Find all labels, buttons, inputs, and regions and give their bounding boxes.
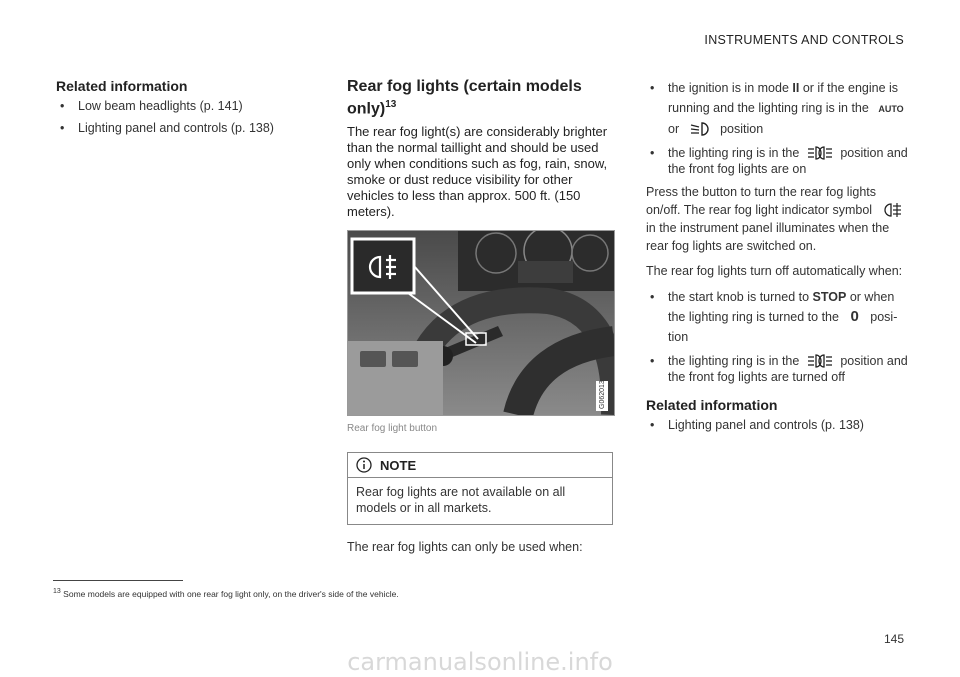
footnote-ref[interactable]: 13 bbox=[385, 99, 397, 110]
front-fog-light-icon bbox=[807, 146, 833, 160]
conditions-intro: The rear fog lights can only be used when: bbox=[347, 540, 583, 555]
auto-off-paragraph: The rear fog lights turn off automatically when: bbox=[646, 263, 903, 278]
related-link[interactable]: • Low beam headlights (p. 141) bbox=[60, 99, 243, 113]
related-info-list bbox=[56, 98, 286, 136]
low-beam-icon bbox=[689, 122, 711, 136]
press-paragraph: Press the button to turn the rear fog lights on/off. The rear fog light indicator symbol in the instrument panel illuminates when the rear fog lights are switched on. bbox=[646, 183, 908, 255]
note-text: Rear fog lights are not available on all models or in all markets. bbox=[356, 485, 566, 516]
front-fog-light-icon bbox=[807, 354, 833, 368]
section-title: Rear fog lights (certain models only)$^{13}$ bbox=[347, 78, 582, 118]
left-column bbox=[56, 78, 286, 142]
page-number: 145 bbox=[883, 632, 904, 646]
related-link[interactable]: • Lighting panel and controls (p. 138) bbox=[650, 417, 864, 432]
image-caption: Rear fog light button bbox=[347, 423, 438, 435]
off-condition-item: • the start knob is turned to STOP or when the lighting ring is turned to the 0 posi-tion bbox=[650, 289, 898, 344]
right-column bbox=[646, 78, 908, 439]
rear-fog-light-photo bbox=[347, 230, 615, 416]
watermark: carmanualsonline.info bbox=[347, 648, 613, 676]
section-header: INSTRUMENTS AND CONTROLS bbox=[704, 33, 904, 47]
note-title: NOTE bbox=[380, 457, 417, 473]
rear-fog-indicator-icon bbox=[884, 202, 902, 218]
related-info-heading: Related information bbox=[646, 396, 778, 413]
footnote-divider bbox=[53, 580, 183, 581]
related-info-list bbox=[646, 417, 908, 433]
condition-item: • the ignition is in mode II or if the engine is running and the lighting ring is in the AUTO or position bbox=[650, 81, 904, 136]
off-condition-item: • the lighting ring is in the position and the front fog lights are turned off bbox=[650, 353, 908, 384]
zero-symbol: 0 bbox=[850, 307, 859, 325]
condition-item: • the lighting ring is in the position and the front fog lights are on bbox=[650, 145, 908, 176]
dashboard-illustration bbox=[348, 231, 614, 415]
info-icon bbox=[356, 457, 372, 473]
related-link[interactable]: • Lighting panel and controls (p. 138) bbox=[60, 121, 274, 135]
related-info-heading: Related information bbox=[56, 78, 188, 94]
intro-paragraph: The rear fog light(s) are considerably brighter than the normal taillight and should be used only when conditions such as fog, rain, snow, smoke or dust reduce visibility for other vehicles to less than approx. 500 ft. (150 meters). bbox=[347, 124, 608, 220]
footnote: $^{13}$ Some models are equipped with one rear fog light only, on the driver's side of the vehicle. bbox=[53, 588, 399, 599]
middle-column bbox=[347, 78, 615, 563]
image-code: G062013 bbox=[599, 380, 606, 410]
note-box bbox=[347, 452, 613, 525]
auto-symbol: AUTO bbox=[878, 103, 904, 114]
